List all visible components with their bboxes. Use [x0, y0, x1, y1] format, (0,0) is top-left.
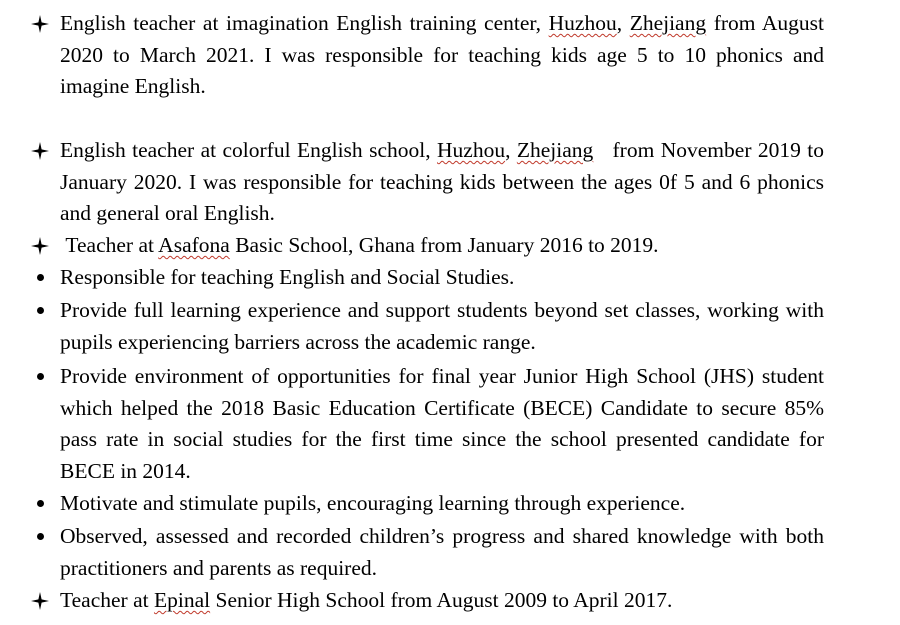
entry-assessment: [28, 521, 824, 584]
bullet-dot-icon: [28, 488, 52, 520]
bullet-dot-icon: [28, 262, 52, 294]
diamond-bullet-icon: [28, 8, 52, 40]
entry-text: Teacher at Epinal Senior High School from August 2009 to April 2017.: [60, 588, 673, 612]
entry-text: English teacher at imagination English training center, Huzhou, Zhejiang from August 2020 to March 2021. I was responsible for teaching kids age 5 to 10 phonics and imagine English.: [60, 11, 824, 98]
diamond-bullet-icon: [28, 585, 52, 617]
spellcheck-word[interactable]: Zhejiang: [516, 138, 594, 162]
entry-asafona: [28, 230, 824, 262]
entry-colorful-english: [28, 135, 830, 230]
entry-text: Provide full learning experience and support students beyond set classes, working with pupils experiencing barriers across the academic range.: [60, 298, 824, 354]
entry-text: Responsible for teaching English and Social Studies.: [60, 265, 515, 289]
entry-text: Motivate and stimulate pupils, encouraging learning through experience.: [60, 491, 686, 515]
entry-text: Observed, assessed and recorded children’s progress and shared knowledge with both practitioners and parents as required.: [60, 524, 824, 580]
entry-text: Teacher at Asafona Basic School, Ghana from January 2016 to 2019.: [60, 233, 659, 257]
spellcheck-word[interactable]: Huzhou: [548, 11, 617, 35]
entry-learning-experience: [28, 295, 824, 358]
spellcheck-word[interactable]: Epinal: [153, 588, 211, 612]
spellcheck-word[interactable]: Asafona: [158, 233, 230, 257]
entry-bece-results: [28, 361, 824, 487]
bullet-dot-icon: [28, 361, 52, 393]
entry-imagination-english: [28, 8, 824, 103]
diamond-bullet-icon: [28, 135, 52, 167]
entry-text: Provide environment of opportunities for final year Junior High School (JHS) student which helped the 2018 Basic Education Certificate (BECE) Candidate to secure 85% pass rate in social studies for the first time since the school presented candidate for BECE in 2014.: [60, 364, 824, 483]
entry-motivate: [28, 488, 824, 520]
entry-text: English teacher at colorful English school, Huzhou, Zhejiang from November 2019 to January 2020. I was responsible for teaching kids between the ages 0f 5 and 6 phonics and general oral English.: [60, 138, 830, 225]
diamond-bullet-icon: [28, 230, 52, 262]
spellcheck-word[interactable]: Zhejiang: [629, 11, 707, 35]
bullet-dot-icon: [28, 295, 52, 327]
spellcheck-word[interactable]: Huzhou: [437, 138, 506, 162]
entry-epinal: [28, 585, 824, 617]
entry-responsibility: [28, 262, 824, 294]
bullet-dot-icon: [28, 521, 52, 553]
